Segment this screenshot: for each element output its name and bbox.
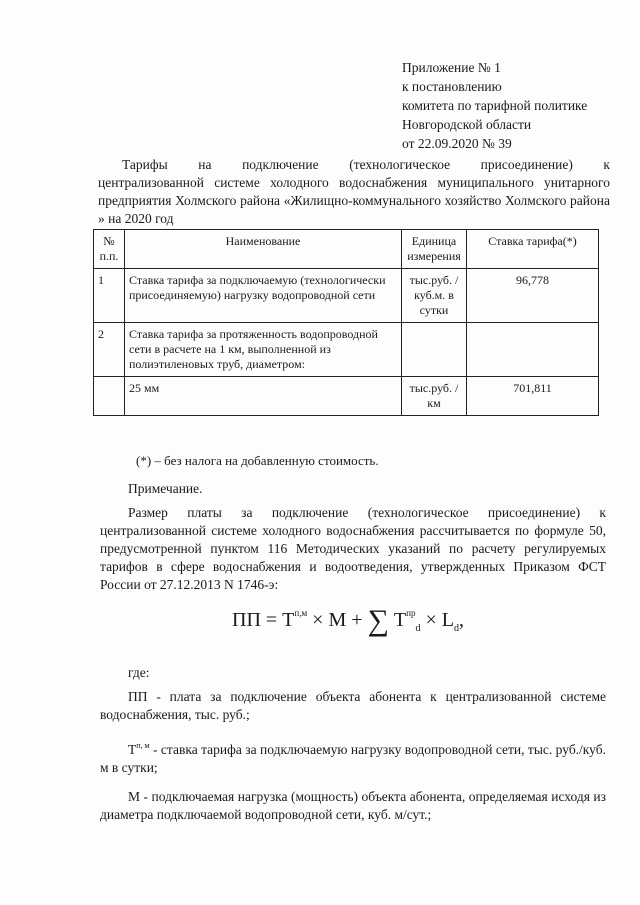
cell-rate	[467, 323, 599, 377]
document-title	[98, 156, 610, 228]
definition-pp	[100, 688, 606, 724]
header-name: Наименование	[125, 230, 402, 269]
definition-t-symbol: Т	[128, 742, 137, 757]
formula-plus: +	[351, 609, 363, 631]
table-row	[94, 377, 599, 416]
where-label: где:	[128, 665, 150, 680]
formula-times: ×	[312, 609, 324, 631]
appendix-line: от 22.09.2020 № 39	[402, 136, 512, 151]
formula-t2-sup: пр	[406, 608, 416, 618]
cell-unit: тыс.руб. /куб.м. в сутки	[402, 269, 467, 323]
appendix-line: комитета по тарифной политике	[402, 98, 588, 113]
formula-lhs: ПП	[232, 609, 261, 631]
paragraph-text: Размер платы за подключение (технологическое присоединение) к централизованной системе холодного водоснабжения рассчитывается по формуле 50, предусмотренной пунктом 116 Методических указаний по расчету регулируемых тарифов в сфере водоснабжения и водоотведения, утвержденных Приказом ФСТ России от 27.12.2013 N 1746-э:	[100, 505, 606, 592]
header-unit: Единица измерения	[402, 230, 467, 269]
appendix-line: Приложение № 1	[402, 60, 501, 75]
definition-m	[100, 788, 606, 824]
cell-unit	[402, 323, 467, 377]
formula-t2-sub: d	[415, 623, 421, 634]
appendix-header	[402, 58, 587, 153]
cell-name: Ставка тарифа за подключаемую (технологически присоединяемую) нагрузку водопроводной сети	[125, 269, 402, 323]
formula-m: М	[328, 609, 347, 631]
formula-equals: =	[265, 609, 278, 631]
table-row	[94, 269, 599, 323]
definition-text	[100, 737, 606, 777]
cell-num: 2	[94, 323, 125, 377]
cell-rate: 96,778	[467, 269, 599, 323]
paragraph-fee-method	[100, 504, 606, 594]
header-num: № п.п.	[94, 230, 125, 269]
fee-formula: ПП = $Т^{п,м} \times М$ + ∑ $Т^{пр}_d \times L_d$,	[232, 604, 464, 637]
formula-l-sub: d	[453, 623, 459, 634]
footnote: (*) – без налога на добавленную стоимость.	[136, 453, 379, 468]
definition-text: М - подключаемая нагрузка (мощность) объекта абонента, определяемая исходя из диаметра подключаемой водопроводной сети, куб. м/сут.;	[100, 789, 606, 822]
appendix-line: к постановлению	[402, 79, 502, 94]
definition-t-sup: п, м	[136, 741, 150, 750]
definition-t-text: - ставка тарифа за подключаемую нагрузку водопроводной сети, тыс. руб./куб. м в сутки;	[100, 742, 606, 775]
definition-t	[100, 737, 606, 777]
title-rest: централизованной системе холодного водоснабжения муниципального унитарного предприятия Холмского района «Жилищно-коммунального хозяйство Холмского района » на 2020 год	[98, 175, 610, 226]
title-line-1: Тарифы на подключение (технологическое присоединение) к	[122, 157, 610, 172]
note-label: Примечание.	[128, 481, 203, 496]
cell-num	[94, 377, 125, 416]
cell-name: Ставка тарифа за протяженность водопроводной сети в расчете на 1 км, выполненной из полиэтиленовых труб, диаметром:	[125, 323, 402, 377]
appendix-line: Новгородской области	[402, 117, 532, 132]
cell-name: 25 мм	[125, 377, 402, 416]
cell-unit: тыс.руб. /км	[402, 377, 467, 416]
cell-num: 1	[94, 269, 125, 323]
formula-l: L	[441, 609, 454, 631]
cell-rate: 701,811	[467, 377, 599, 416]
formula-t1: Т	[282, 609, 295, 631]
tariff-table	[93, 229, 599, 416]
header-rate: Ставка тарифа(*)	[467, 230, 599, 269]
formula-t1-sup: п,м	[294, 608, 308, 618]
table-row	[94, 323, 599, 377]
formula-sum-icon: ∑	[367, 604, 389, 637]
formula-times: ×	[425, 609, 437, 631]
formula-t2: Т	[393, 609, 407, 631]
definition-text: ПП - плата за подключение объекта абонента к централизованной системе водоснабжения, тыс. руб.;	[100, 689, 606, 722]
table-header-row	[94, 230, 599, 269]
